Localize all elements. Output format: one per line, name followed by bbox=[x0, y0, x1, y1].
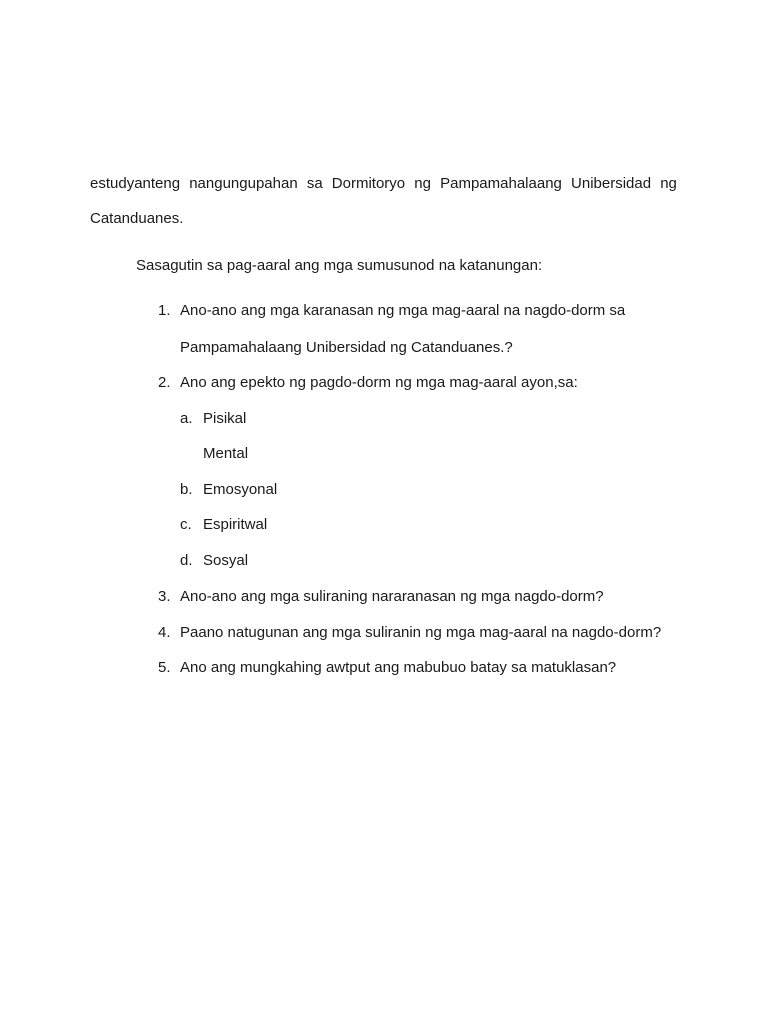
question-2-text: Ano ang epekto ng pagdo-dorm ng mga mag-aaral ayon,sa: bbox=[180, 374, 578, 391]
word: Pampamahalaang bbox=[440, 175, 562, 192]
question-1-line-2: Pampamahalaang Unibersidad ng Catanduanes.? bbox=[180, 339, 513, 356]
word: sa bbox=[306, 175, 323, 192]
subitem-pisikal: Pisikal bbox=[203, 410, 247, 427]
question-number: 5. bbox=[158, 659, 171, 676]
paragraph-line-1 bbox=[90, 175, 677, 193]
word: ng bbox=[660, 175, 677, 192]
question-number: 4. bbox=[158, 624, 171, 641]
question-4-text: Paano natugunan ang mga suliranin ng mga mag-aaral na nagdo-dorm? bbox=[180, 624, 662, 641]
question-1-line-1: Ano-ano ang mga karanasan ng mga mag-aaral na nagdo-dorm sa bbox=[180, 302, 626, 319]
word: ng bbox=[414, 175, 431, 192]
word: Dormitoryo bbox=[331, 175, 406, 192]
intro-text: Sasagutin sa pag-aaral ang mga sumusunod na katanungan: bbox=[136, 257, 543, 274]
subitem-letter: c. bbox=[180, 516, 192, 533]
subitem-sosyal: Sosyal bbox=[203, 552, 249, 569]
question-number: 3. bbox=[158, 588, 171, 605]
question-5-text: Ano ang mungkahing awtput ang mabubuo batay sa matuklasan? bbox=[180, 659, 617, 676]
subitem-letter: d. bbox=[180, 552, 193, 569]
question-number: 2. bbox=[158, 374, 171, 391]
word: nangungupahan bbox=[189, 175, 298, 192]
question-number: 1. bbox=[158, 302, 171, 319]
question-3-text: Ano-ano ang mga suliraning nararanasan ng mga nagdo-dorm? bbox=[180, 588, 604, 605]
word: estudyanteng bbox=[90, 175, 181, 192]
paragraph-line-2: Catanduanes. bbox=[90, 210, 184, 227]
word: Unibersidad bbox=[571, 175, 652, 192]
subitem-letter: a. bbox=[180, 410, 193, 427]
subitem-letter: b. bbox=[180, 481, 193, 498]
subitem-emosyonal: Emosyonal bbox=[203, 481, 278, 498]
subitem-espiritwal: Espiritwal bbox=[203, 516, 268, 533]
subitem-mental: Mental bbox=[203, 445, 249, 462]
